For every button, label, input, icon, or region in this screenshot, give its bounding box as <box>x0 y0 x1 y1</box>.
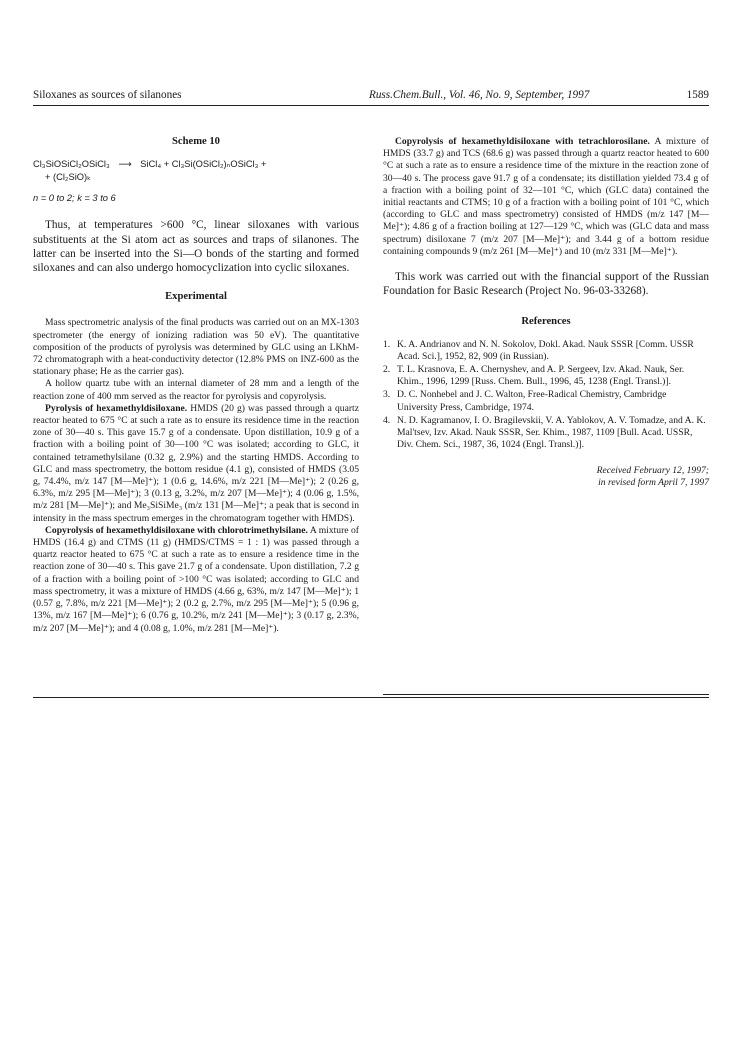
pyrolysis-hmds-title: Pyrolysis of hexamethyldisiloxane. <box>45 402 188 414</box>
experimental-paragraph-5 <box>383 136 709 258</box>
revised-date: in revised form April 7, 1997 <box>598 477 709 489</box>
reference-item: 2. T. L. Krasnova, E. A. Chernyshev, and A. P. Sergeev, Izv. Akad. Nauk, Ser. Khim., 1996, 1299 [Russ. Chem. Bull., 1996, 45, 1238 (Engl. Transl.)]. <box>383 364 685 388</box>
references-heading: References <box>521 316 571 328</box>
experimental-paragraph-1: Mass spectrometric analysis of the final products was carried out on an MX-1303 spectrometer (the energy of ionizing radiation was 50 eV). The quantitative composition of the products of pyrolysis was determined by GLC using an LKhM-72 chromatograph with a heat-conductivity detector (12.8% PMS on INZ-600 as the stationary phase; He as the carrier gas). <box>33 317 359 378</box>
running-title: Siloxanes as sources of silanones <box>33 89 182 101</box>
scheme-title: Scheme 10 <box>172 136 220 147</box>
acknowledgement: This work was carried out with the financial support of the Russian Foundation for Basic Research (Project No. 96-03-33268). <box>383 271 709 298</box>
copyrolysis-ctms-title: Copyrolysis of hexamethyldisiloxane with chlorotrimethylsilane. <box>45 524 308 536</box>
experimental-paragraph-3 <box>33 403 359 525</box>
left-column <box>33 136 359 635</box>
journal-citation: Russ.Chem.Bull., Vol. 46, No. 9, September, 1997 <box>369 89 590 101</box>
references-list <box>383 339 709 452</box>
running-header <box>33 86 709 104</box>
copyrolysis-tcs-title: Copyrolysis of hexamethyldisiloxane with tetrachlorosilane. <box>395 136 650 147</box>
right-column <box>383 136 709 489</box>
header-rule <box>33 105 709 106</box>
received-date: Received February 12, 1997; <box>596 465 709 477</box>
reference-item: 4. N. D. Kagramanov, I. O. Bragilevskii, V. A. Yablokov, A. V. Tomadze, and A. K. Mal'tsev, Izv. Akad. Nauk SSSR, Ser. Khim., 1987, 1109 [Bull. Acad. USSR, Div. Chem. Sci., 1987, 36, 1024 (Engl. Transl.)]. <box>383 414 706 451</box>
page-bottom-rule <box>33 697 709 698</box>
page-number: 1589 <box>686 89 709 101</box>
reference-item: 3. D. C. Nonhebel and J. C. Walton, Free-Radical Chemistry, Cambridge University Press, Cambridge, 1974. <box>383 389 667 413</box>
intro-paragraph: Thus, at temperatures >600 °C, linear siloxanes with various substituents at the Si atom act as sources and traps of silanones. The latter can be inserted into the Si—O bonds of the starting and formed siloxanes and can also undergo homocyclization into cyclic siloxanes. <box>33 219 359 275</box>
scheme-note: n = 0 to 2; k = 3 to 6 <box>33 193 116 204</box>
reference-item: 1. K. A. Andrianov and N. N. Sokolov, Dokl. Akad. Nauk SSSR [Comm. USSR Acad. Sci.], 1952, 82, 909 (in Russian). <box>383 338 694 362</box>
scheme-products: SiCl₄ + Cl₃Si(OSiCl₂)ₙOSiCl₃ + <box>140 159 267 170</box>
experimental-heading: Experimental <box>165 291 227 303</box>
copyrolysis-tcs-text: A mixture of HMDS (33.7 g) and TCS (68.6 g) was passed through a quartz reactor heated to 600 °C at such a rate as to ensure a residence time of the mixture in the reaction zone of 30—40 s. The process gave 91.7 g of a condensate; its distillation yielded 73.4 g of a fraction with a boiling point of 32—101 °C, which (GLC data) contained the initial reactants and CTMS; 10 g of a fraction with a boiling point of 101 °C, which (according to GLC and mass spectrometry) consisted of HMDS (m/z 147 [M—Me]⁺); 4.86 g of a fraction boiling at 127—129 °C, which was (GLC data and mass spectrum) disiloxane 7 (m/z 207 [M—Me]⁺); and 3.44 g of a bottom residue containing compounds 9 (m/z 261 [M—Me]⁺) and 10 (m/z 331 [M—Me]⁺). <box>383 136 709 257</box>
received-dates <box>383 465 709 489</box>
experimental-paragraph-4 <box>33 525 359 635</box>
pyrolysis-hmds-text: HMDS (20 g) was passed through a quartz reactor heated to 675 °C at such a rate as to ensure its residence time in the reaction zone of 30—40 s. This gave 15.7 g of a condensate. Upon distillation, 10.9 g of a fraction with a boiling point of 30—100 °C was isolated; according to GLC, it contained tetramethylsilane (0.32 g, 2.9%) and the starting HMDS. According to GLC and mass spectrometry, the bottom residue (4.1 g), consisted of HMDS (3.05 g, 74.4%, m/z 147 [M—Me]⁺); 1 (0.6 g, 14.6%, m/z 221 [M—Me]⁺); 2 (0.26 g, 6.3%, m/z 295 [M—Me]⁺); 3 (0.13 g, 3.2%, m/z 207 [M—Me]⁺); 4 (0.06 g, 1.5%, m/z 281 [M—Me]⁺); and Me₃SiSiMe₃ (m/z 131 [M—Me]⁺; a peak that is second in intensity in the mass spectrum emerges in the chromatogram together with HMDS). <box>33 402 359 524</box>
scheme-equation-line2: + (Cl₂SiO)ₖ <box>45 172 92 183</box>
copyrolysis-ctms-text: A mixture of HMDS (16.4 g) and CTMS (11 g) (HMDS/CTMS = 1 : 1) was passed through a quartz reactor heated to 675 °C at such a rate as to ensure a residence time in the reaction zone of 30—40 s. This gave 21.7 g of a condensate. Upon distillation, 7.2 g of a fraction with a boiling point of >100 °C was isolated; according to GLC and mass spectrometry, it was a mixture of HMDS (4.66 g, 63%, m/z 147 [M—Me]⁺); 1 (0.57 g, 7.8%, m/z 221 [M—Me]⁺); 2 (0.2 g, 2.7%, m/z 295 [M—Me]⁺); 5 (0.96 g, 13%, m/z 167 [M—Me]⁺); 6 (0.76 g, 10.2%, m/z 241 [M—Me]⁺); 3 (0.17 g, 2.3%, m/z 207 [M—Me]⁺); and 4 (0.08 g, 1.0%, m/z 281 [M—Me]⁺). <box>33 524 359 634</box>
scheme-reactant: Cl₃SiOSiCl₂OSiCl₃ <box>33 159 110 170</box>
reaction-arrow-icon: ⟶ <box>118 159 132 170</box>
experimental-paragraph-2: A hollow quartz tube with an internal diameter of 28 mm and a length of the reaction zone of 400 mm served as the reactor for pyrolysis and copyrolysis. <box>33 378 359 402</box>
scheme-equation-line1 <box>33 158 359 171</box>
end-rule <box>383 694 709 695</box>
